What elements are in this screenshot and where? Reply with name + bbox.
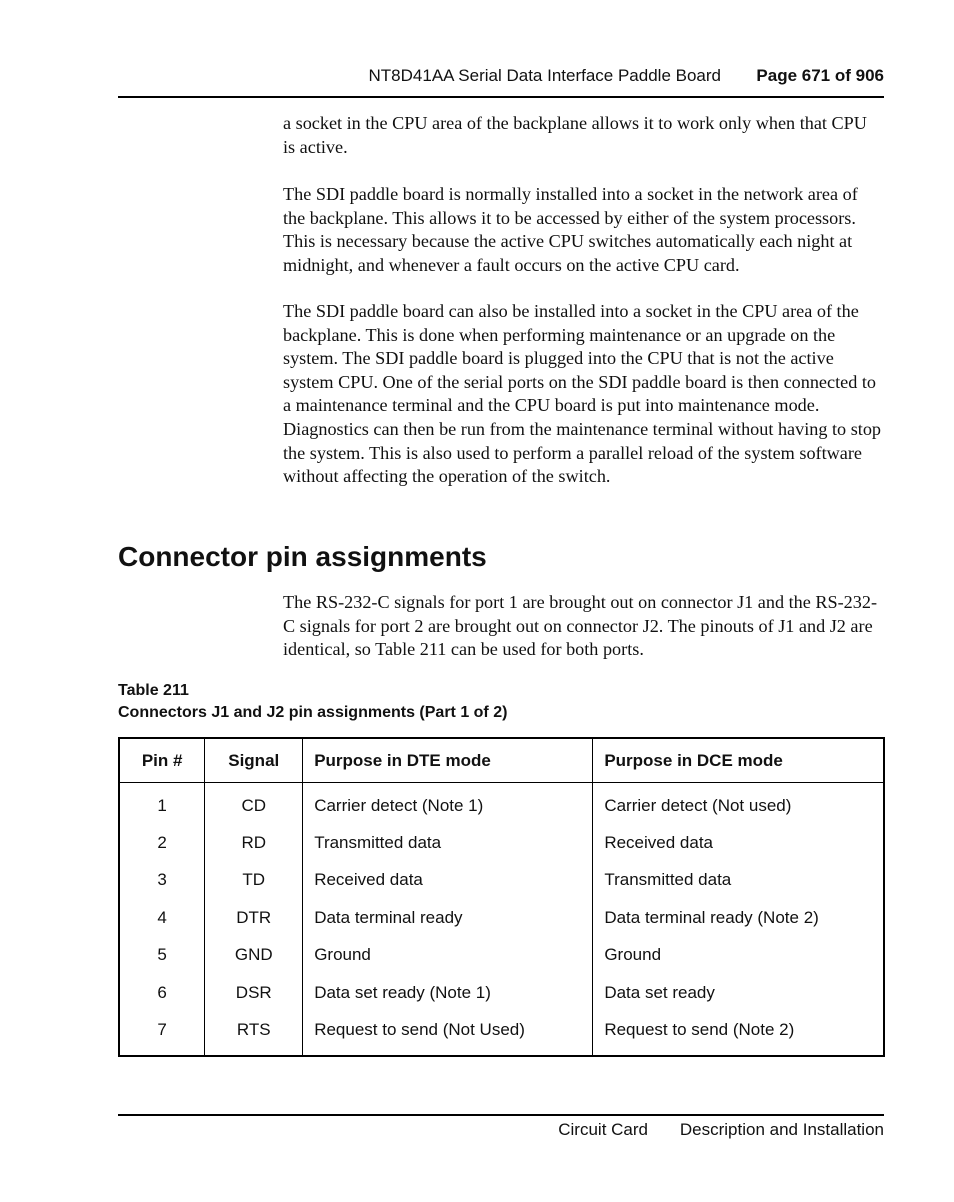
table-row xyxy=(119,899,884,936)
body-paragraph: The SDI paddle board is normally installed into a socket in the network area of the backplane. This allows it to be accessed by either of the system processors. This is necessary because the active CPU switches automatically each night at midnight, and whenever a fault occurs on the active CPU card. xyxy=(283,184,858,275)
pin-cell: 3 xyxy=(119,862,205,899)
dte-purpose-cell: Data set ready (Note 1) xyxy=(303,974,593,1011)
footer-left-text: Circuit Card xyxy=(558,1120,648,1139)
column-header-dte: Purpose in DTE mode xyxy=(303,738,593,783)
dce-purpose-cell: Received data xyxy=(593,824,884,861)
signal-cell: DSR xyxy=(205,974,303,1011)
table-caption: Connectors J1 and J2 pin assignments (Part 1 of 2) xyxy=(118,704,508,721)
table-row xyxy=(119,937,884,974)
signal-cell: GND xyxy=(205,937,303,974)
page-header xyxy=(118,64,884,98)
table-row xyxy=(119,783,884,825)
pin-cell: 2 xyxy=(119,824,205,861)
document-title: NT8D41AA Serial Data Interface Paddle Board xyxy=(368,66,721,85)
table-label: Table 211 xyxy=(118,682,189,699)
column-header-signal: Signal xyxy=(205,738,303,783)
pin-cell: 5 xyxy=(119,937,205,974)
dte-purpose-cell: Ground xyxy=(303,937,593,974)
footer-right-text: Description and Installation xyxy=(679,1120,884,1139)
column-header-pin: Pin # xyxy=(119,738,205,783)
table-row xyxy=(119,1011,884,1055)
signal-cell: RD xyxy=(205,824,303,861)
pin-cell: 6 xyxy=(119,974,205,1011)
signal-cell: DTR xyxy=(205,899,303,936)
dce-purpose-cell: Request to send (Note 2) xyxy=(593,1011,884,1055)
table-row xyxy=(119,862,884,899)
signal-cell: CD xyxy=(205,783,303,825)
dce-purpose-cell: Data set ready xyxy=(593,974,884,1011)
pin-cell: 4 xyxy=(119,899,205,936)
pin-assignment-table xyxy=(118,737,885,1057)
dte-purpose-cell: Transmitted data xyxy=(303,824,593,861)
dte-purpose-cell: Request to send (Not Used) xyxy=(303,1011,593,1055)
dte-purpose-cell: Carrier detect (Note 1) xyxy=(303,783,593,825)
signal-cell: RTS xyxy=(205,1011,303,1055)
signal-cell: TD xyxy=(205,862,303,899)
body-paragraph: The SDI paddle board can also be installed into a socket in the CPU area of the backplane. This is done when performing maintenance or an upgrade on the system. The SDI paddle board is plugged into the CPU that is not the active system CPU. One of the serial ports on the SDI paddle board is then connected to a maintenance terminal and the CPU board is put into maintenance mode. Diagnostics can then be run from the maintenance terminal without having to stop the system. This is also used to perform a parallel reload of the system software without affecting the operation of the switch. xyxy=(283,301,882,487)
dte-purpose-cell: Received data xyxy=(303,862,593,899)
column-header-dce: Purpose in DCE mode xyxy=(593,738,884,783)
table-row xyxy=(119,974,884,1011)
dce-purpose-cell: Data terminal ready (Note 2) xyxy=(593,899,884,936)
dce-purpose-cell: Transmitted data xyxy=(593,862,884,899)
pin-cell: 7 xyxy=(119,1011,205,1055)
dce-purpose-cell: Ground xyxy=(593,937,884,974)
page-footer xyxy=(118,1114,884,1139)
dte-purpose-cell: Data terminal ready xyxy=(303,899,593,936)
pin-cell: 1 xyxy=(119,783,205,825)
table-header-row xyxy=(119,738,884,783)
section-heading: Connector pin assignments xyxy=(118,541,487,572)
table-row xyxy=(119,824,884,861)
dce-purpose-cell: Carrier detect (Not used) xyxy=(593,783,884,825)
section-paragraph: The RS-232-C signals for port 1 are brought out on connector J1 and the RS-232-C signals for port 2 are brought out on connector J2. The pinouts of J1 and J2 are identical, so Table 211 can be used for both ports. xyxy=(283,592,878,660)
page-number: Page 671 of 906 xyxy=(756,66,884,85)
body-paragraph: a socket in the CPU area of the backplane allows it to work only when that CPU is active. xyxy=(283,113,867,157)
